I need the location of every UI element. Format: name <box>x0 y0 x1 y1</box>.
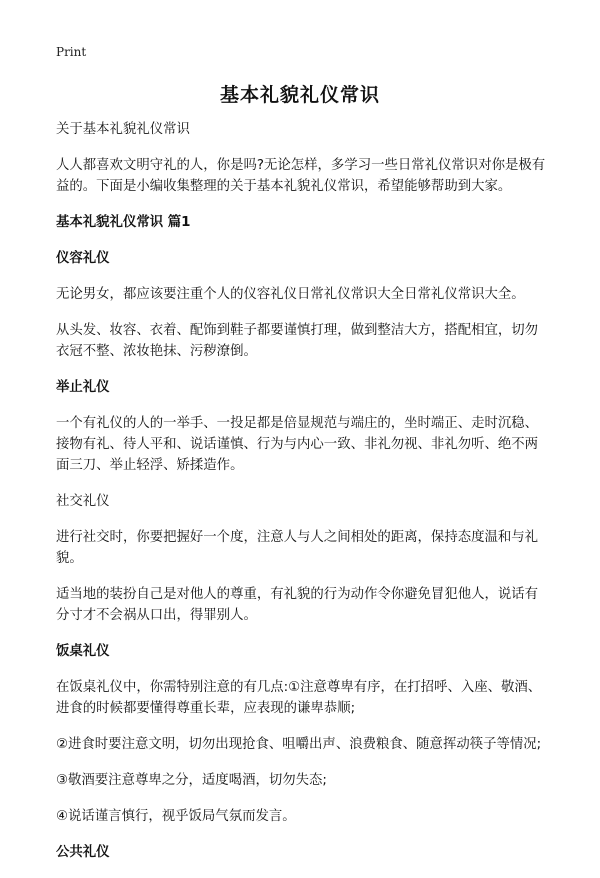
paragraph: 进行社交时，你要把握好一个度，注意人与人之间相处的距离，保持态度温和与礼貌。 <box>56 530 539 566</box>
paragraph: 一个有礼仪的人的一举手、一投足都是倍显规范与端庄的，坐时端正、走时沉稳、接物有礼、待人平和、说话谨慎、行为与内心一致、非礼勿视、非礼勿听、绝不两面三刀、举止轻浮、矫揉造作。 <box>56 416 539 473</box>
paragraph: ③敬酒要注意尊卑之分，适度喝酒，切勿失态; <box>56 773 327 788</box>
subsection-heading-public: 公共礼仪 <box>56 845 110 860</box>
section-heading: 基本礼貌礼仪常识 篇1 <box>56 215 191 230</box>
paragraph: 适当地的装扮自己是对他人的尊重，有礼貌的行为动作令你避免冒犯他人，说话有分寸才不会祸从口出，得罪别人。 <box>56 587 539 623</box>
subsection-heading-behavior: 举止礼仪 <box>56 380 110 395</box>
print-link[interactable]: Print <box>56 45 87 59</box>
paragraph: 在饭桌礼仪中，你需特别注意的有几点:①注意尊卑有序，在打招呼、入座、敬酒、进食的时候都要懂得尊重长辈，应表现的谦卑恭顺; <box>56 680 542 716</box>
paragraph: ②进食时要注意文明，切勿出现抢食、咀嚼出声、浪费粮食、随意挥动筷子等情况; <box>56 737 542 752</box>
intro-paragraph: 人人都喜欢文明守礼的人，你是吗?无论怎样，多学习一些日常礼仪常识对你是极有益的。下面是小编收集整理的关于基本礼貌礼仪常识，希望能够帮助到大家。 <box>56 158 546 194</box>
subsection-heading-appearance: 仪容礼仪 <box>56 251 110 266</box>
paragraph: ④说话谨言慎行，视乎饭局气氛而发言。 <box>56 809 296 824</box>
paragraph: 无论男女，都应该要注重个人的仪容礼仪日常礼仪常识大全日常礼仪常识大全。 <box>56 287 525 302</box>
article-body <box>56 119 550 878</box>
intro-heading: 关于基本礼貌礼仪常识 <box>56 122 190 137</box>
subsection-heading-dining: 饭桌礼仪 <box>56 644 110 659</box>
subsection-heading-social: 社交礼仪 <box>56 494 110 509</box>
page-title: 基本礼貌礼仪常识 <box>219 84 380 106</box>
paragraph: 从头发、妆容、衣着、配饰到鞋子都要谨慎打理，做到整洁大方，搭配相宜，切勿衣冠不整、浓妆艳抹、污秽潦倒。 <box>56 323 539 359</box>
